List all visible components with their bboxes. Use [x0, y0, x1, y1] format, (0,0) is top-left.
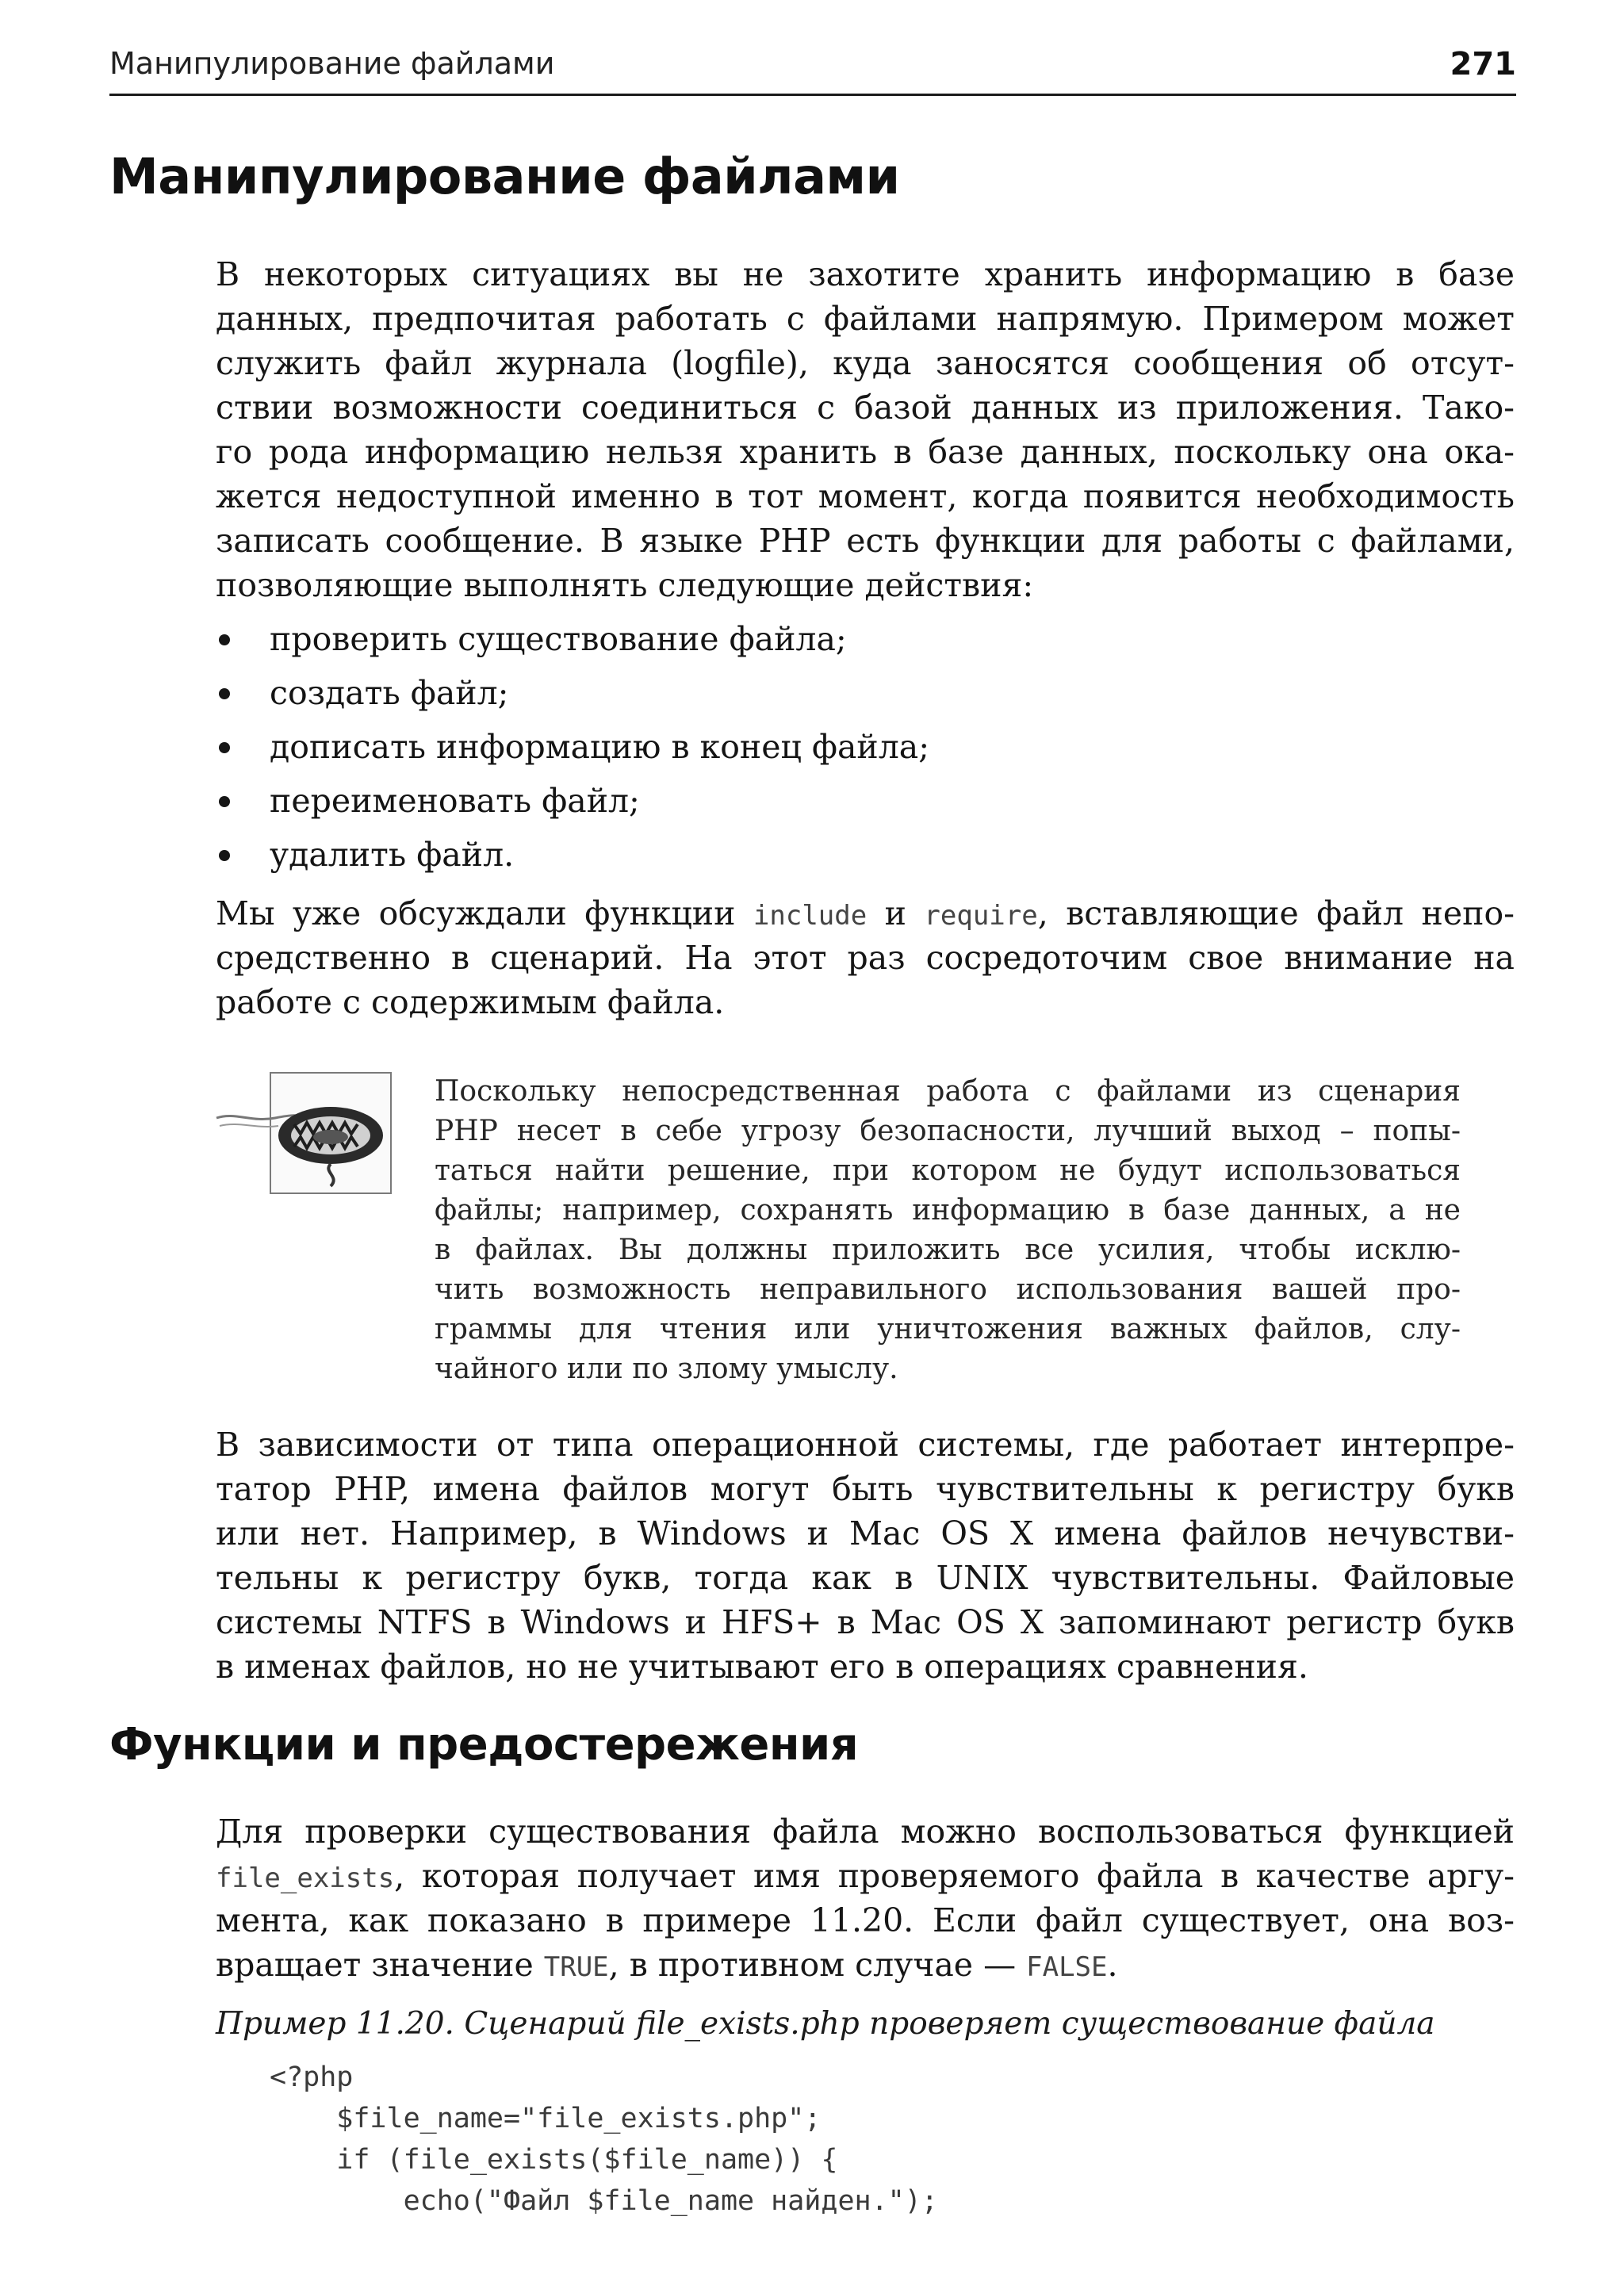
text-run: , вставляющие файл непо- — [1037, 894, 1515, 932]
note-line: файлы; например, сохранять информацию в базе данных, а не — [435, 1194, 1461, 1227]
list-item — [216, 833, 1484, 877]
running-title: Манипулирование файлами — [109, 46, 555, 81]
paragraph-line — [216, 1854, 1515, 1901]
paragraph-line — [216, 891, 1515, 938]
note-line: в файлах. Вы должны приложить все усилия, чтобы исклю- — [435, 1234, 1461, 1266]
list-item-text: переименовать файл; — [270, 782, 640, 820]
note-line: таться найти решение, при котором не будут использоваться — [435, 1154, 1461, 1187]
bullet-dot — [219, 742, 230, 753]
inline-code: include — [753, 900, 868, 932]
intro-line: жется недоступной именно в тот момент, когда появится необходимость — [216, 477, 1515, 515]
example-caption: Пример 11.20. Сценарий file_exists.php проверяет существование файла — [216, 2006, 1435, 2042]
intro-line: записать сообщение. В языке PHP есть функции для работы с файлами, — [216, 522, 1515, 560]
inline-code: TRUE — [543, 1951, 609, 1983]
running-header — [109, 46, 1516, 96]
paragraph-line: татор PHP, имена файлов могут быть чувствительны к регистру букв — [216, 1470, 1515, 1508]
page-number: 271 — [1450, 46, 1516, 82]
paragraph-line: мента, как показано в примере 11.20. Если файл существует, она воз- — [216, 1901, 1515, 1939]
intro-line: В некоторых ситуациях вы не захотите хранить информацию в базе — [216, 255, 1515, 293]
inline-code: file_exists — [216, 1862, 395, 1894]
bullet-dot — [219, 796, 230, 807]
list-item — [216, 617, 1484, 661]
list-item-text: удалить файл. — [270, 836, 515, 874]
list-item-text: проверить существование файла; — [270, 620, 847, 658]
intro-line: позволяющие выполнять следующие действия: — [216, 566, 1034, 604]
code-line: echo("Файл $file_name найден."); — [270, 2185, 938, 2217]
text-run: , которая получает имя проверяемого файла в качестве аргу- — [394, 1857, 1515, 1895]
section-title: Манипулирование файлами — [109, 147, 900, 205]
intro-line: го рода информацию нельзя хранить в базе данных, поскольку она ока- — [216, 433, 1515, 471]
note-line: Поскольку непосредственная работа с файлами из сценария — [435, 1075, 1461, 1108]
note-line: PHP несет в себе угрозу безопасности, лучший выход – попы- — [435, 1115, 1461, 1147]
intro-line: служить файл журнала (logfile), куда заносятся сообщения об отсут- — [216, 344, 1515, 382]
note-line: чить возможность неправильного использования вашей про- — [435, 1273, 1461, 1306]
paragraph-line: Для проверки существования файла можно воспользоваться функцией — [216, 1813, 1515, 1851]
intro-line: данных, предпочитая работать с файлами напрямую. Примером может — [216, 300, 1515, 338]
list-item — [216, 671, 1484, 715]
text-run: . — [1107, 1946, 1118, 1984]
text-run: Мы уже обсуждали функции — [216, 894, 753, 932]
text-run: и — [867, 894, 925, 932]
list-item — [216, 725, 1484, 769]
text-run: вращает значение — [216, 1946, 544, 1984]
inline-code: FALSE — [1026, 1951, 1108, 1983]
bullet-dot — [219, 688, 230, 699]
text-run: , в противном случае — — [608, 1946, 1027, 1984]
inline-code: require — [924, 900, 1038, 932]
paragraph-line: в именах файлов, но не учитывают его в операциях сравнения. — [216, 1648, 1308, 1686]
bullet-dot — [219, 634, 230, 645]
bullet-dot — [219, 850, 230, 861]
list-item — [216, 779, 1484, 823]
paragraph-line: В зависимости от типа операционной системы, где работает интерпре- — [216, 1426, 1515, 1464]
note-line: чайного или по злому умыслу. — [435, 1353, 898, 1385]
paragraph-line: средственно в сценарий. На этот раз сосредоточим свое внимание на — [216, 939, 1515, 977]
note-line: граммы для чтения или уничтожения важных файлов, слу- — [435, 1313, 1461, 1346]
paragraph-line: системы NTFS в Windows и HFS+ в Mac OS X запоминают регистр букв — [216, 1603, 1515, 1641]
intro-line: ствии возможности соединиться с базой данных из приложения. Тако- — [216, 389, 1515, 427]
warning-trap-icon — [270, 1072, 392, 1194]
list-item-text: создать файл; — [270, 674, 509, 712]
subsection-title: Функции и предостережения — [109, 1719, 859, 1771]
paragraph-line: тельны к регистру букв, тогда как в UNIX чувствительны. Файловые — [216, 1559, 1515, 1597]
paragraph-line — [216, 1943, 1515, 1989]
paragraph-line: работе с содержимым файла. — [216, 983, 725, 1021]
code-line: if (file_exists($file_name)) { — [270, 2144, 838, 2176]
list-item-text: дописать информацию в конец файла; — [270, 728, 930, 766]
paragraph-line: или нет. Например, в Windows и Mac OS X имена файлов нечувстви- — [216, 1514, 1515, 1552]
code-line: <?php — [270, 2062, 354, 2093]
code-line: $file_name="file_exists.php"; — [270, 2103, 822, 2134]
